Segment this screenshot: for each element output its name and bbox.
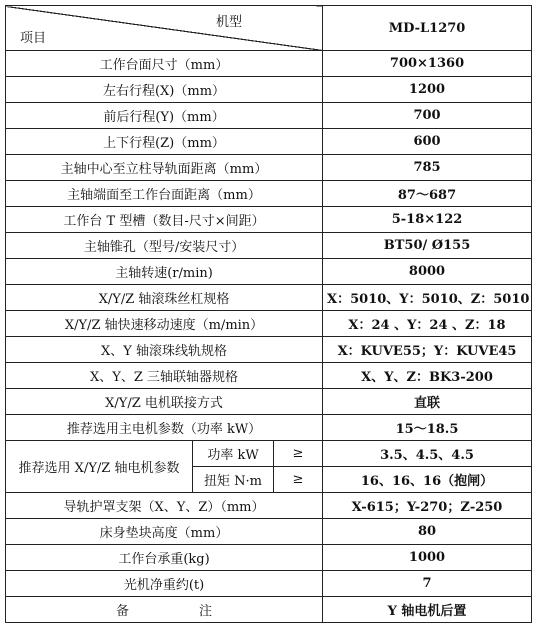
row-label: 主轴转速(r/min) [6, 259, 323, 285]
table-row [6, 337, 532, 363]
item-header-label: 项目 [20, 31, 47, 46]
row-value: 600 [323, 129, 532, 155]
model-header-label: 机型 [216, 15, 243, 30]
note-value: Y 轴电机后置 [323, 597, 532, 623]
row-label: 前后行程(Y)（mm） [6, 103, 323, 129]
row-value: 8000 [323, 259, 532, 285]
table-row [6, 545, 532, 571]
row-value: 15～18.5 [323, 415, 532, 441]
row-label: X、Y、Z 三轴联轴器规格 [6, 363, 323, 389]
row-value: 700 [323, 103, 532, 129]
row-label: 光机净重约(t) [6, 571, 323, 597]
row-value: 785 [323, 155, 532, 181]
motor-sub-op: ≥ [274, 467, 323, 493]
row-value: 7 [323, 571, 532, 597]
note-label [6, 597, 323, 623]
table-row [6, 285, 532, 311]
row-label: 工作台 T 型槽（数目-尺寸×间距） [6, 207, 323, 233]
table-row [6, 233, 532, 259]
row-value: X：KUVE55；Y：KUVE45 [323, 337, 532, 363]
header-diagonal-cell [6, 6, 323, 51]
table-row [6, 129, 532, 155]
row-value: BT50/ Ø155 [323, 233, 532, 259]
motor-sub-name: 扭矩 N·m [193, 467, 274, 493]
row-label: X/Y/Z 轴快速移动速度（m/min） [6, 311, 323, 337]
table-row [6, 181, 532, 207]
row-label: 主轴锥孔（型号/安装尺寸） [6, 233, 323, 259]
note-label-b: 注 [199, 604, 213, 619]
table-row [6, 259, 532, 285]
table-row [6, 311, 532, 337]
motor-sub-name: 功率 kW [193, 441, 274, 467]
header-row [6, 6, 532, 51]
row-value: 700×1360 [323, 51, 532, 77]
row-value: X：24 、Y：24 、Z：18 [323, 311, 532, 337]
row-label: 主轴端面至工作台面距离（mm） [6, 181, 323, 207]
table-row [6, 571, 532, 597]
row-value: X-615；Y-270；Z-250 [323, 493, 532, 519]
model-value: MD-L1270 [323, 6, 532, 51]
row-value: 1200 [323, 77, 532, 103]
motor-sub-op: ≥ [274, 441, 323, 467]
row-value: X、Y、Z：BK3-200 [323, 363, 532, 389]
motor-sub-value: 16、16、16（抱闸） [323, 467, 532, 493]
spec-table [5, 5, 532, 623]
table-row [6, 155, 532, 181]
table-row [6, 493, 532, 519]
table-row [6, 51, 532, 77]
motor-sub-value: 3.5、4.5、4.5 [323, 441, 532, 467]
row-label: 左右行程(X)（mm） [6, 77, 323, 103]
row-label: 推荐选用主电机参数（功率 kW） [6, 415, 323, 441]
row-label: X、Y 轴滚珠线轨规格 [6, 337, 323, 363]
row-label: 工作台承重(kg) [6, 545, 323, 571]
row-label: 主轴中心至立柱导轨面距离（mm） [6, 155, 323, 181]
row-label: 导轨护罩支架（X、Y、Z）（mm） [6, 493, 323, 519]
row-label: 上下行程(Z)（mm） [6, 129, 323, 155]
table-row [6, 207, 532, 233]
motor-row [6, 441, 532, 467]
row-value: 5-18×122 [323, 207, 532, 233]
row-label: X/Y/Z 轴滚珠丝杠规格 [6, 285, 323, 311]
note-row [6, 597, 532, 623]
row-value: X：5010、Y：5010、Z：5010 [323, 285, 532, 311]
table-row [6, 415, 532, 441]
table-row [6, 519, 532, 545]
row-label: 工作台面尺寸（mm） [6, 51, 323, 77]
table-row [6, 77, 532, 103]
table-row [6, 389, 532, 415]
row-value: 80 [323, 519, 532, 545]
row-value: 87～687 [323, 181, 532, 207]
row-value: 直联 [323, 389, 532, 415]
row-label: X/Y/Z 电机联接方式 [6, 389, 323, 415]
row-label: 床身垫块高度（mm） [6, 519, 323, 545]
table-row [6, 363, 532, 389]
table-row [6, 103, 532, 129]
note-label-a: 备 [115, 604, 129, 619]
motor-label: 推荐选用 X/Y/Z 轴电机参数 [6, 441, 193, 493]
row-value: 1000 [323, 545, 532, 571]
